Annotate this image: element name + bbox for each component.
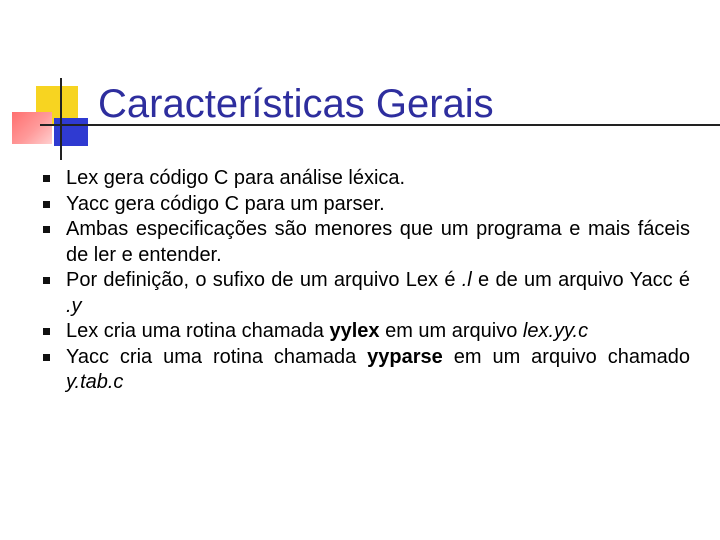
square-bullet-icon: [43, 328, 50, 335]
bullet-text: Por definição, o sufixo de um arquivo Lex é: [66, 269, 462, 291]
bullet-text: Yacc cria uma rotina chamada: [66, 345, 368, 368]
bullet-text: Yacc gera código C para um parser.: [66, 192, 385, 215]
logo-red-square: [12, 112, 52, 144]
square-bullet-icon: [43, 277, 50, 284]
logo-vertical-line: [60, 78, 62, 160]
file-name: lex.yy.c: [522, 320, 589, 342]
bullet-item: [40, 217, 690, 268]
bullet-text: e de um arquivo Yacc é: [471, 269, 690, 291]
bullet-text: em um arquivo chamado: [442, 345, 691, 368]
bullet-item: [40, 268, 690, 319]
file-name: y.tab.c: [66, 371, 124, 393]
square-bullet-icon: [43, 354, 50, 361]
square-bullet-icon: [43, 175, 50, 182]
bullet-item: [40, 319, 690, 345]
bullet-text: Lex cria uma rotina chamada: [66, 320, 330, 342]
slide-title: Características Gerais: [98, 82, 494, 126]
square-bullet-icon: [43, 201, 50, 208]
bullet-text: em um arquivo: [379, 320, 523, 342]
square-bullet-icon: [43, 226, 50, 233]
yacc-suffix: .y: [66, 294, 82, 317]
routine-name: yylex: [329, 320, 380, 342]
routine-name: yyparse: [367, 345, 443, 368]
bullet-text: Lex gera código C para análise léxica.: [66, 167, 406, 189]
lex-suffix: .l: [461, 269, 472, 291]
bullet-list: [40, 166, 690, 396]
bullet-item: [40, 192, 690, 218]
bullet-item: [40, 166, 690, 192]
bullet-item: [40, 345, 690, 396]
bullet-text: Ambas especificações são menores que um programa e mais fáceis de ler e entender.: [66, 218, 690, 266]
